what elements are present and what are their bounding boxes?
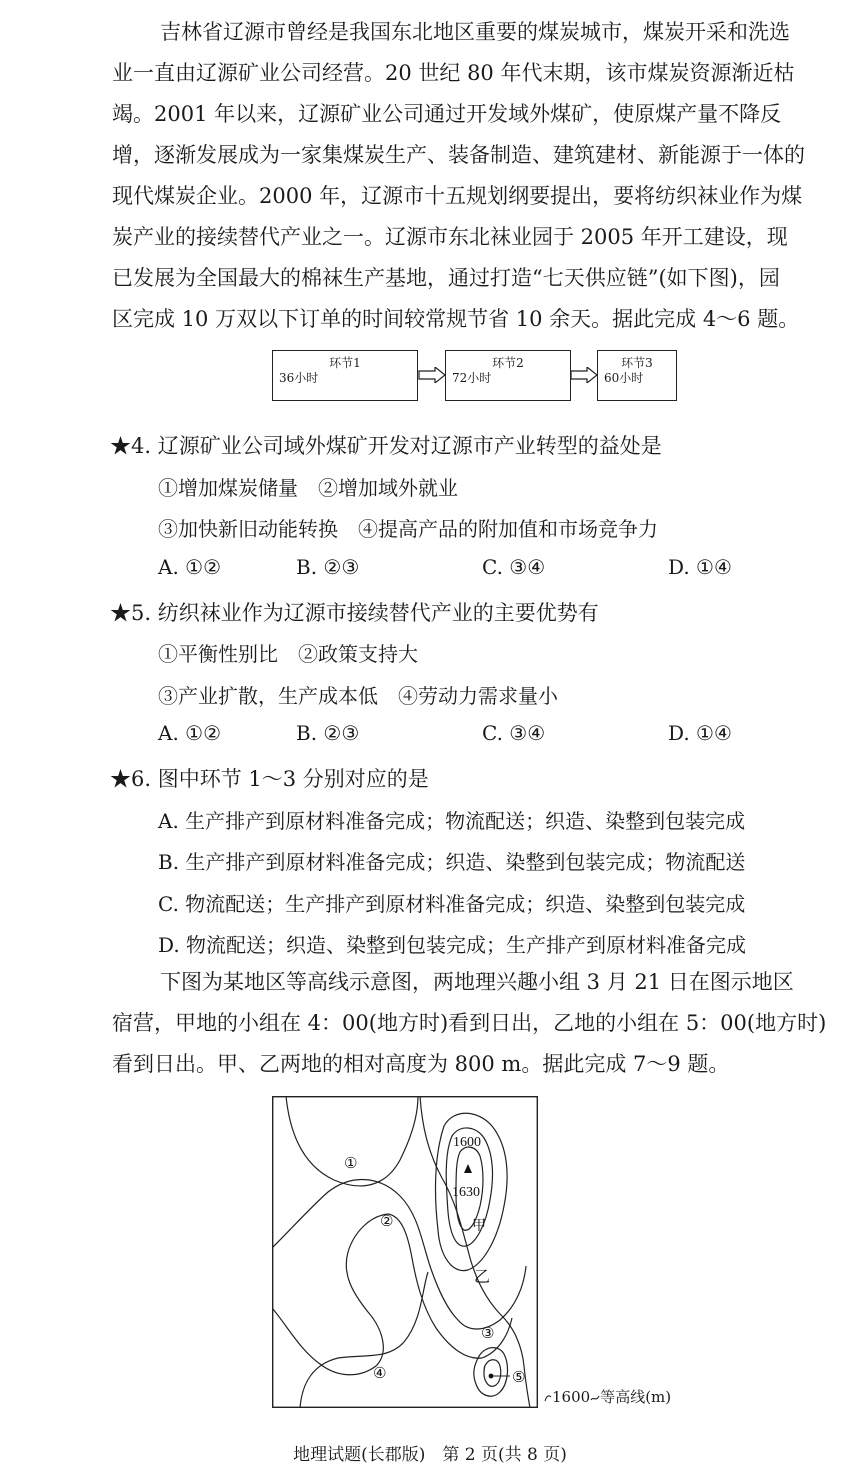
question-6-option-c[interactable]: C. 物流配送；生产排产到原材料准备完成；织造、染整到包装完成: [158, 892, 746, 916]
point-yi-label: 乙: [474, 1267, 491, 1286]
question-6-option-d[interactable]: D. 物流配送；织造、染整到包装完成；生产排产到原材料准备完成: [158, 933, 747, 957]
page-footer: 地理试题(长郡版) 第 2 页(共 8 页): [293, 1445, 567, 1465]
point-jia-label: 甲: [472, 1218, 486, 1234]
contour-line: [474, 1348, 508, 1397]
question-4-stem: ★4. 辽源矿业公司域外煤矿开发对辽源市产业转型的益处是: [110, 434, 662, 458]
question-6-option-a[interactable]: A. 生产排产到原材料准备完成；物流配送；织造、染整到包装完成: [158, 809, 746, 833]
arrow-right-icon: [418, 367, 446, 383]
step-duration: 36小时: [279, 371, 319, 385]
passage-line: 吉林省辽源市曾经是我国东北地区重要的煤炭城市，煤炭开采和洗选: [160, 20, 790, 44]
legend-value: 1600: [552, 1388, 591, 1406]
contour-label-1600: 1600: [453, 1135, 481, 1150]
step-duration: 60小时: [604, 371, 644, 385]
spot-height-label: 1630: [452, 1185, 480, 1200]
passage-line: 看到日出。甲、乙两地的相对高度为 800 m。据此完成 7～9 题。: [112, 1052, 730, 1076]
step-name: 环节1: [329, 356, 361, 370]
question-6-stem: ★6. 图中环节 1～3 分别对应的是: [110, 767, 429, 791]
passage-line: 宿营，甲地的小组在 4：00(地方时)看到日出，乙地的小组在 5：00(地方时): [112, 1011, 827, 1035]
point-2-label: ②: [380, 1212, 394, 1230]
contour-legend-icon: [544, 1393, 552, 1403]
question-4-option-b[interactable]: B. ②③: [296, 555, 360, 579]
map-legend: [544, 1386, 671, 1407]
passage-line: 增，逐渐发展成为一家集煤炭生产、装备制造、建筑建材、新能源于一体的: [112, 143, 805, 167]
passage-line: 区完成 10 万双以下订单的时间较常规节省 10 余天。据此完成 4～6 题。: [112, 307, 800, 331]
arrow-right-icon: [570, 367, 598, 383]
question-4-option-d[interactable]: D. ①④: [668, 555, 732, 579]
question-5-option-a[interactable]: A. ①②: [158, 721, 222, 745]
question-6-option-b[interactable]: B. 生产排产到原材料准备完成；织造、染整到包装完成；物流配送: [158, 850, 746, 874]
step-box-2: [445, 350, 571, 401]
contour-line: [300, 1272, 428, 1408]
point-4-label: ④: [373, 1364, 387, 1382]
peak-triangle-icon: [464, 1164, 472, 1173]
contour-line: [484, 1360, 501, 1387]
question-4-option-c[interactable]: C. ③④: [482, 555, 546, 579]
question-5-statements-1: ①平衡性别比 ②政策支持大: [158, 642, 418, 666]
passage-intro-2: [112, 962, 847, 1085]
step-duration: 72小时: [452, 371, 492, 385]
point-5-label: ⑤: [512, 1368, 526, 1386]
passage-line: 现代煤炭企业。2000 年，辽源市十五规划纲要提出，要将纺织袜业作为煤: [112, 184, 803, 208]
question-5-option-c[interactable]: C. ③④: [482, 721, 546, 745]
spot-height-dot-icon: [489, 1374, 494, 1379]
contour-map: [272, 1096, 538, 1408]
passage-line: 业一直由辽源矿业公司经营。20 世纪 80 年代末期，该市煤炭资源渐近枯: [112, 61, 795, 85]
question-5-stem: ★5. 纺织袜业作为辽源市接续替代产业的主要优势有: [110, 601, 599, 625]
contour-legend-icon: [590, 1393, 600, 1403]
legend-text: 等高线(m): [600, 1388, 672, 1406]
step-box-1: [272, 350, 418, 401]
passage-line: 炭产业的接续替代产业之一。辽源市东北袜业园于 2005 年开工建设，现: [112, 225, 788, 249]
question-4-option-a[interactable]: A. ①②: [158, 555, 222, 579]
question-5-option-b[interactable]: B. ②③: [296, 721, 360, 745]
step-name: 环节3: [621, 356, 653, 370]
contour-line: [286, 1096, 418, 1186]
passage-intro: [112, 12, 847, 340]
contour-line: [272, 1180, 526, 1329]
passage-line: 竭。2001 年以来，辽源矿业公司通过开发域外煤矿，使原煤产量不降反: [112, 102, 782, 126]
point-1-label: ①: [344, 1154, 358, 1172]
passage-line: 已发展为全国最大的棉袜生产基地，通过打造“七天供应链”(如下图)，园: [112, 266, 780, 290]
supply-chain-diagram: [272, 350, 692, 405]
passage-line: 下图为某地区等高线示意图，两地理兴趣小组 3 月 21 日在图示地区: [160, 970, 794, 994]
question-5-option-d[interactable]: D. ①④: [668, 721, 732, 745]
question-4-statements-2: ③加快新旧动能转换 ④提高产品的附加值和市场竞争力: [158, 517, 658, 541]
step-box-3: [597, 350, 677, 401]
question-5-statements-2: ③产业扩散，生产成本低 ④劳动力需求量小: [158, 684, 558, 708]
point-3-label: ③: [481, 1324, 495, 1342]
question-4-statements-1: ①增加煤炭储量 ②增加域外就业: [158, 476, 458, 500]
step-name: 环节2: [492, 356, 524, 370]
